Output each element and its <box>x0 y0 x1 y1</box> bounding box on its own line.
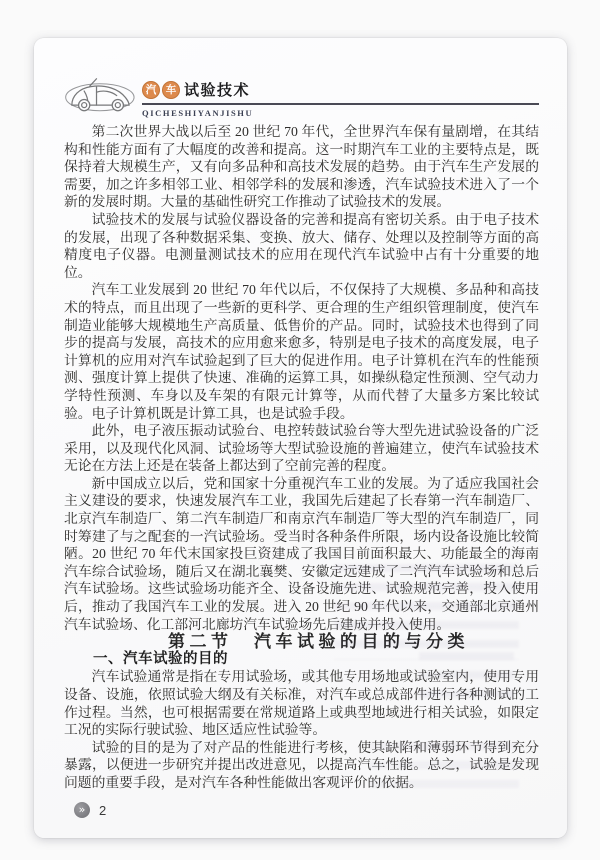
title-badge-char-che: 车 <box>162 81 180 99</box>
paragraph: 新中国成立以后，党和国家十分重视汽车工业的发展。为了适应我国社会主义建设的要求，快速发展汽车工业，我国先后建起了长春第一汽车制造厂、北京汽车制造厂、第二汽车制造厂和南京汽车制造厂等大型的汽车制造厂，同时筹建了与之配套的一汽试验场。受当时各种条件所限，场内设备设施比较简陋。20 世纪 70 年代末国家投巨资建成了我国目前面积最大、功能最全的海南汽车综合试验场，随后又在湖北襄樊、安徽定远建成了二汽汽车试验场和总后汽车试验场。这些试验场功能齐全、设备设施先进、试验规范完善，投入使用后，推动了我国汽车工业的发展。进入 20 世纪 90 年代以来，交通部北京通州汽车试验场、化工部河北廊坊汽车试验场先后建成并投入使用。 <box>64 475 539 632</box>
header-rule <box>142 79 539 105</box>
book-page <box>34 38 567 838</box>
page-arrow-icon: » <box>74 802 90 818</box>
page-body <box>64 123 539 792</box>
beetle-car-icon <box>64 76 138 114</box>
paragraph: 汽车工业发展到 20 世纪 70 年代以后，不仅保持了大规模、多品种和高技术的特点，而且出现了一些新的更科学、更合理的生产组织管理制度，使汽车制造业能够大规模地生产高质量、低售价的产品。同时，试验技术也得到了同步的提高与发展，高技术的应用愈来愈多，特别是电子技术的高度发展，电子计算机的应用对汽车试验起到了巨大的促进作用。电子计算机在汽车的性能预测、强度计算上提供了快速、准确的运算工具，如操纵稳定性预测、空气动力学特性预测、车身以及车架的有限元计算等，从而代替了大量多方案比较试验。电子计算机既是计算工具，也是试验手段。 <box>64 282 539 421</box>
book-title-text: 试验技术 <box>184 82 251 99</box>
subsection-heading: 一、汽车试验的目的 <box>93 650 228 667</box>
book-title <box>142 79 539 100</box>
page-header <box>64 76 539 118</box>
paragraph: 试验的目的是为了对产品的性能进行考核，使其缺陷和薄弱环节得到充分暴露，以便进一步研究并提出改进意见，以提高汽车性能。总之，试验是发现问题的重要手段，是对汽车各种性能做出客观评价的依据。 <box>64 739 539 790</box>
section-heading: 第二节 汽车试验的目的与分类 <box>168 632 469 652</box>
paragraph: 此外，电子液压振动试验台、电控转鼓试验台等大型先进试验设备的广泛采用，以及现代化风洞、试验场等大型试验设施的普遍建立，使汽车试验技术无论在方法上还是在装备上都达到了空前完善的程度。 <box>64 423 539 474</box>
page-number: 2 <box>99 802 107 818</box>
book-title-pinyin: QICHESHIYANJISHU <box>142 108 254 118</box>
paragraph: 试验技术的发展与试验仪器设备的完善和提高有密切关系。由于电子技术的发展，出现了各种数据采集、变换、放大、储存、处理以及控制等方面的高精度电子仪器。电测量测试技术的应用在现代汽车试验中占有十分重要的地位。 <box>64 211 539 280</box>
paragraph: 汽车试验通常是指在专用试验场，或其他专用场地或试验室内，使用专用设备、设施，依照试验大纲及有关标准，对汽车或总成部件进行各种测试的工作过程。当然，也可根据需要在常规道路上或典型地域进行相关试验，如限定工况的实际行驶试验、地区适应性试验等。 <box>64 669 539 738</box>
paragraph: 第二次世界大战以后至 20 世纪 70 年代，全世界汽车保有量剧增，在其结构和性能方面有了大幅度的改善和提高。这一时期汽车工业的主要特点是，既保持着大规模生产，又有向多品种和高技术发展的趋势。由于汽车生产发展的需要，加之许多相邻工业、相邻学科的发展和渗透，汽车试验技术进入了一个新的发展时期。大量的基础性研究工作推动了试验技术的发展。 <box>64 124 539 210</box>
page-footer <box>74 802 106 818</box>
title-badge-char-qi: 汽 <box>142 81 160 99</box>
